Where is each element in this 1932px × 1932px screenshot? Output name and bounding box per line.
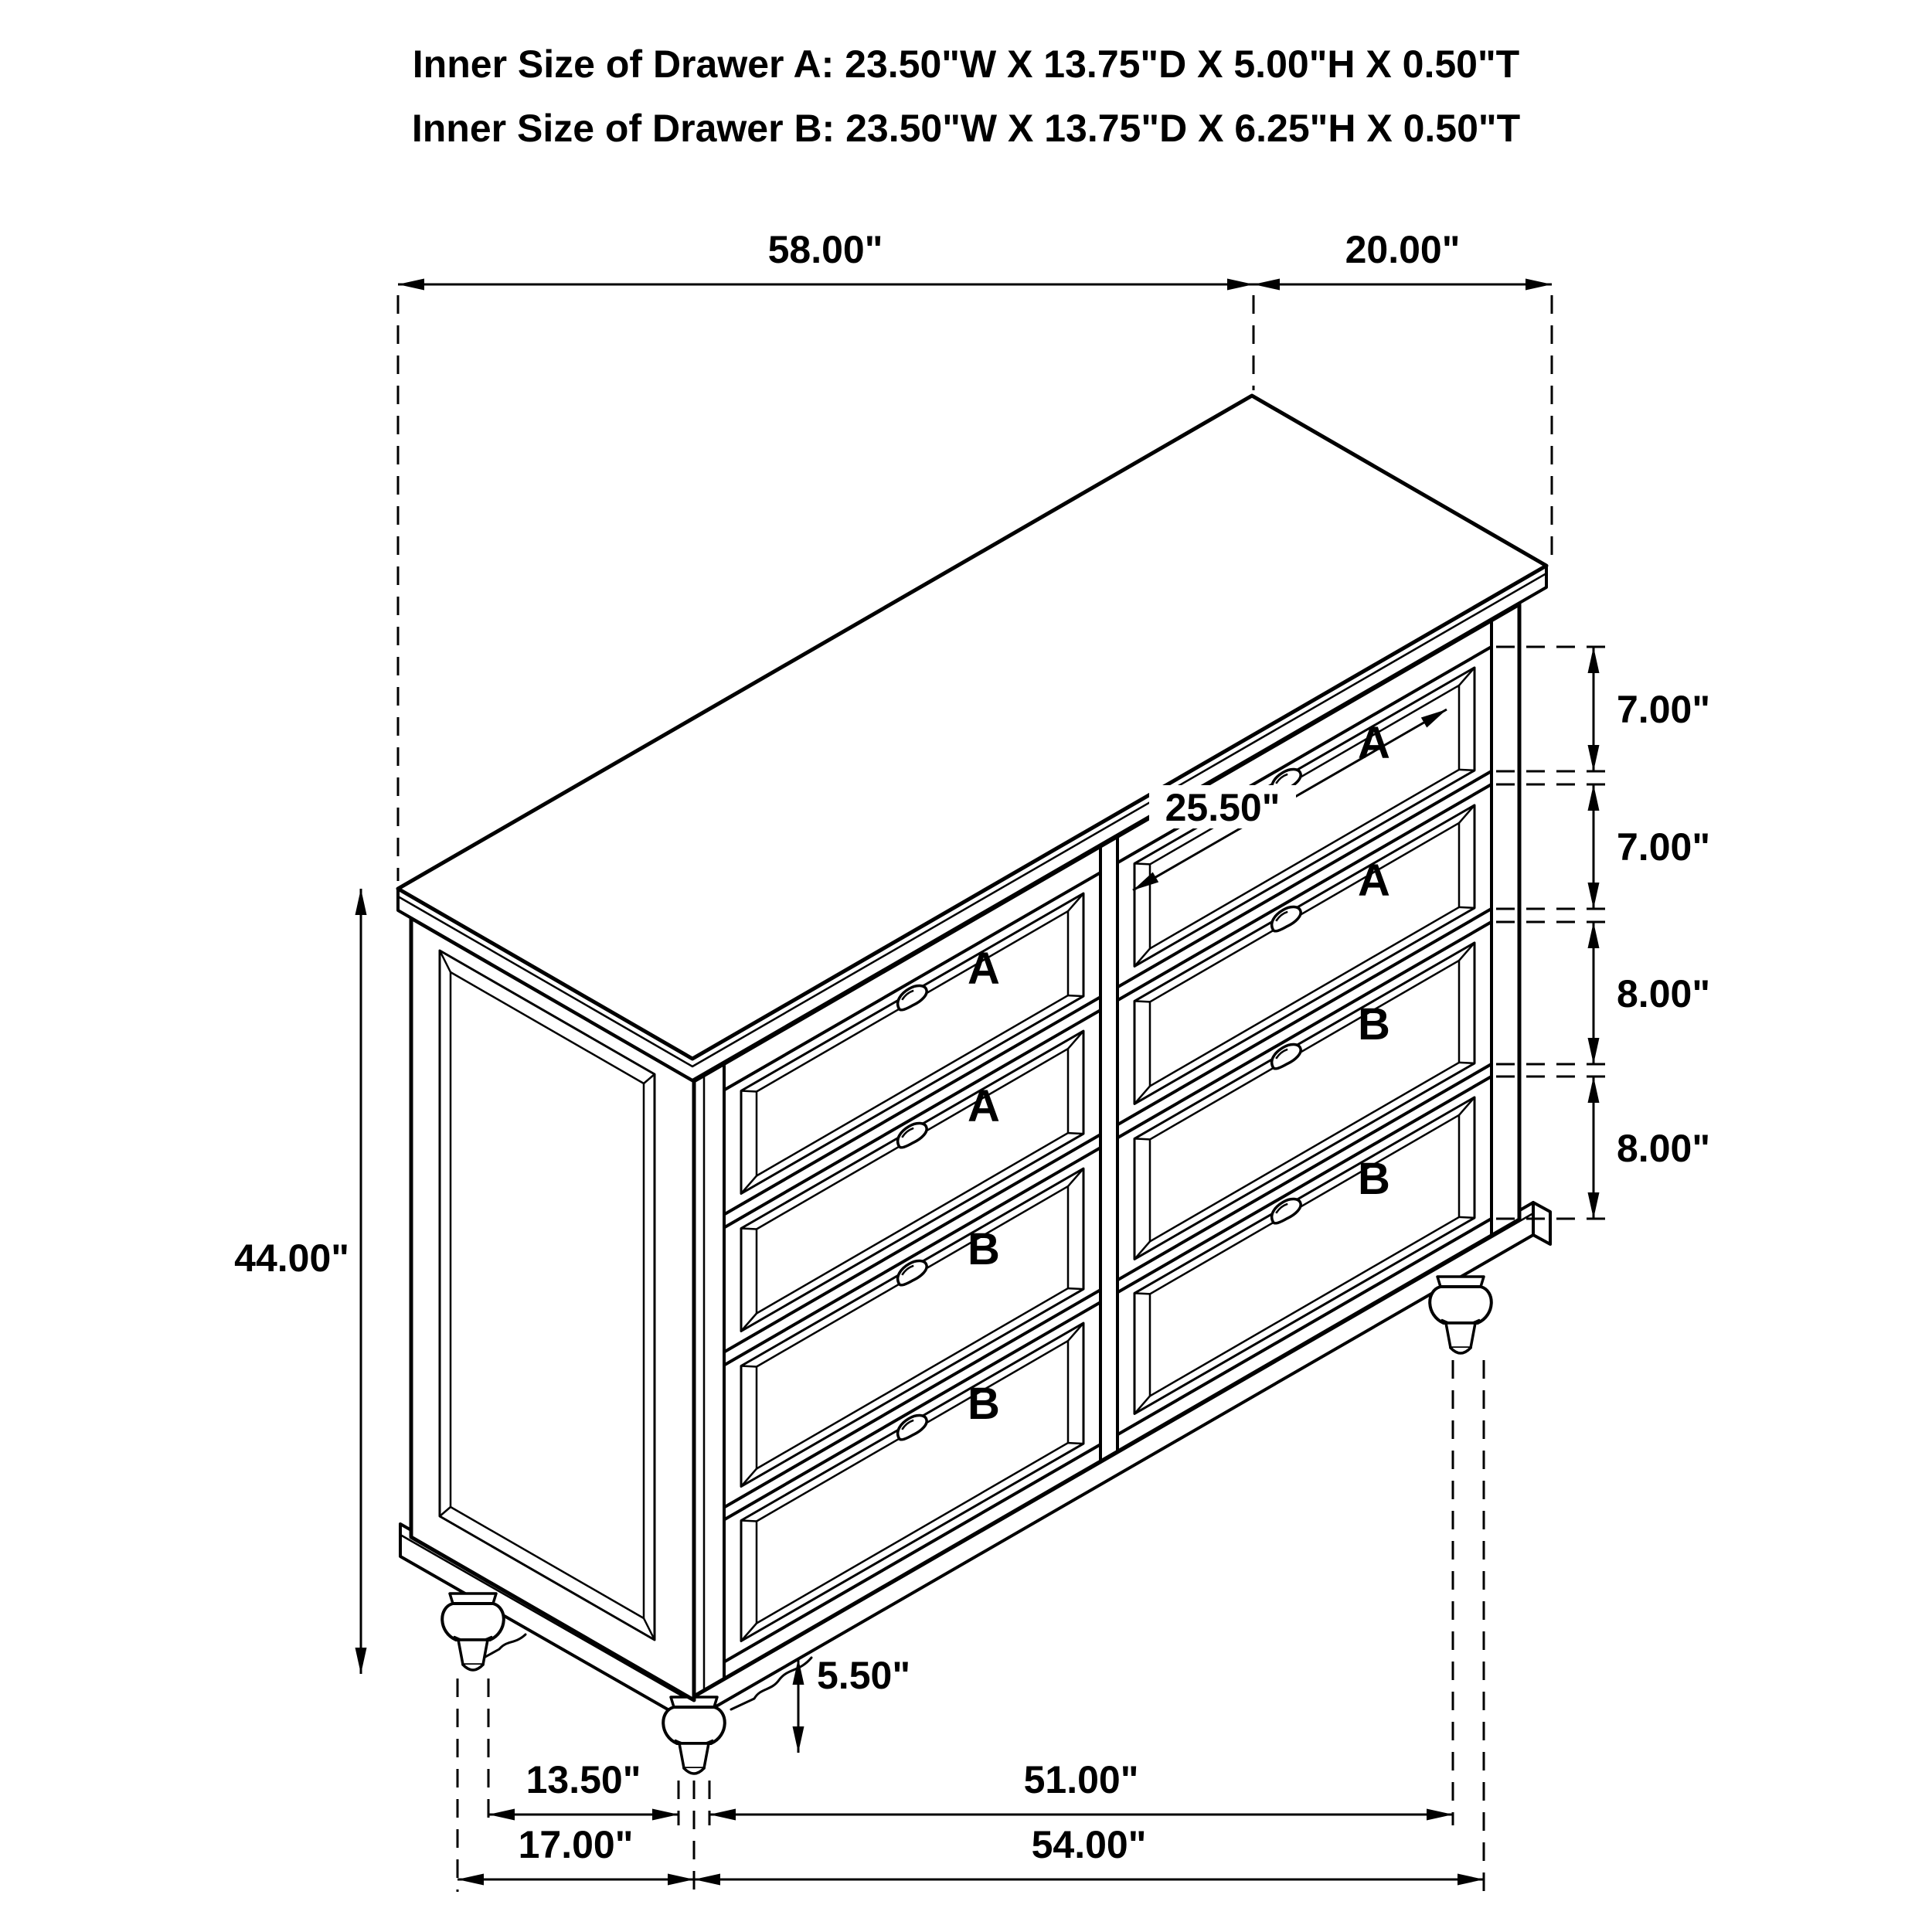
drawer-letter-right-1: A xyxy=(1358,718,1390,768)
dim-width-footprint: 54.00" xyxy=(1031,1823,1147,1866)
dim-top-depth: 20.00" xyxy=(1345,228,1461,271)
dim-foot-height: 5.50" xyxy=(817,1654,911,1697)
dim-drawer-height-1: 7.00" xyxy=(1617,688,1711,731)
dim-overall-height: 44.00" xyxy=(234,1236,349,1280)
drawer-letter-right-2: A xyxy=(1358,855,1390,906)
dim-drawer-height-4: 8.00" xyxy=(1617,1127,1711,1170)
drawer-letter-right-3: B xyxy=(1358,999,1390,1049)
drawer-letter-left-4: B xyxy=(968,1379,1000,1429)
dim-drawer-height-3: 8.00" xyxy=(1617,972,1711,1015)
drawer-letter-left-2: A xyxy=(968,1081,1000,1131)
drawer-letter-left-3: B xyxy=(968,1224,1000,1274)
drawer-letter-right-4: B xyxy=(1358,1154,1390,1204)
dim-feet-width-inner: 51.00" xyxy=(1023,1758,1139,1801)
title-drawer-a: Inner Size of Drawer A: 23.50"W X 13.75"D X 5.00"H X 0.50"T xyxy=(412,43,1520,86)
dim-feet-depth-centers: 13.50" xyxy=(526,1758,641,1801)
title-drawer-b: Inner Size of Drawer B: 23.50"W X 13.75"D X 6.25"H X 0.50"T xyxy=(411,107,1521,150)
dim-depth-footprint: 17.00" xyxy=(518,1823,634,1866)
dim-drawer-front-width: 25.50" xyxy=(1165,786,1281,829)
dim-drawer-height-2: 7.00" xyxy=(1617,825,1711,869)
drawer-letter-left-1: A xyxy=(968,944,1000,994)
dim-top-width: 58.00" xyxy=(767,228,883,271)
